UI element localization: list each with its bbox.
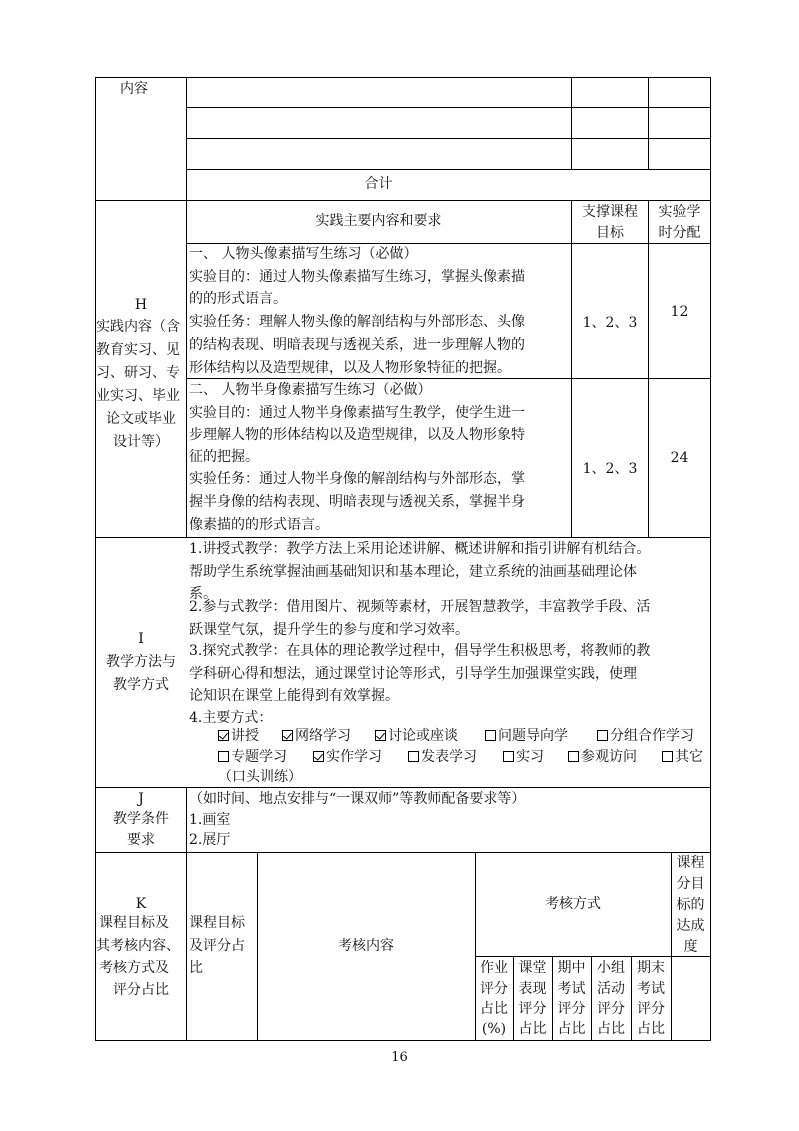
- label-line: 业实习、毕业: [96, 388, 180, 404]
- method-line: 1.讲授式教学：教学方法上采用论述讲解、概述讲解和指引讲解有机结合。: [189, 541, 651, 557]
- method-line: 2.参与式教学：借用图片、视频等素材，开展智慧教学，丰富教学手段、活: [189, 599, 651, 615]
- goal-header: 及评分占: [189, 938, 245, 954]
- assessment-method-header: 考核方式: [545, 896, 601, 912]
- item-line: 实验任务：理解人物头像的解剖结构与外部形态、头像: [189, 314, 525, 330]
- header-line: 评分: [597, 1001, 625, 1017]
- goal-header: 比: [189, 960, 203, 976]
- label-line: 教学方法与: [106, 654, 176, 670]
- header-line: 小组: [597, 960, 625, 976]
- header-line: 度: [683, 939, 698, 955]
- method-line: 论知识在课堂上能得到有效掌握。: [189, 688, 399, 704]
- option-label: 参观访问: [581, 749, 637, 765]
- checkbox-unchecked-icon[interactable]: [597, 730, 608, 741]
- option-discussion[interactable]: [375, 725, 458, 748]
- method-line: 跃课堂气氛，提升学生的参与度和学习效率。: [189, 622, 469, 638]
- section-letter-h: H: [134, 297, 148, 313]
- label-line: 其考核内容、: [96, 938, 180, 954]
- page-number: 16: [391, 1050, 408, 1065]
- item-line: 一、 人物头像素描写生练习（必做）: [189, 246, 418, 262]
- label-line: 课程目标及: [99, 915, 169, 931]
- item-line: 的结构表现、明暗表现与透视关系，进一步理解人物的: [189, 337, 525, 353]
- other-text: （口头训练）: [218, 769, 302, 785]
- item-hours: 24: [670, 450, 689, 466]
- header-line: 占比: [518, 1021, 547, 1037]
- option-label: 问题导向学: [498, 728, 568, 744]
- section-letter-k: K: [135, 896, 147, 912]
- checkbox-checked-icon[interactable]: [313, 751, 324, 762]
- method-line: 系。: [189, 586, 217, 602]
- hours-header: 时分配: [658, 225, 701, 241]
- label-line: 要求: [127, 832, 155, 848]
- checkbox-unchecked-icon[interactable]: [568, 751, 579, 762]
- item-line: 实验目的：通过人物头像素描写生练习，掌握头像素描: [189, 269, 525, 285]
- checkbox-unchecked-icon[interactable]: [503, 751, 514, 762]
- option-label: 讲授: [231, 728, 259, 744]
- header-line: 评分: [518, 1001, 547, 1017]
- option-label: 实习: [516, 749, 544, 765]
- header-line: 考试: [557, 981, 586, 997]
- header-line: 表现: [518, 981, 547, 997]
- item-line: 二、 人物半身像素描写生练习（必做）: [189, 382, 432, 398]
- option-label: 其它: [675, 749, 703, 765]
- item-line: 实验目的：通过人物半身像素描写生教学，使学生进一: [189, 405, 525, 421]
- option-practical[interactable]: [313, 746, 382, 769]
- header-line: 期末: [637, 960, 665, 976]
- header-line: 占比: [597, 1021, 625, 1037]
- item-line: 像素描的的形式语言。: [189, 517, 329, 533]
- header-line: 标的: [676, 897, 705, 913]
- section-letter-j: J: [138, 791, 144, 807]
- item-line: 征的把握。: [189, 449, 259, 465]
- label-line: 教育实习、见: [96, 342, 180, 358]
- label-line: 习、研习、专: [96, 365, 180, 381]
- header-line: 期中: [557, 960, 586, 976]
- support-goal-header: 目标: [596, 225, 624, 241]
- option-label: 专题学习: [231, 749, 287, 765]
- header-line: 作业: [480, 960, 508, 976]
- method-line: 3.探究式教学：在具体的理论教学过程中，倡导学生积极思考，将教师的教: [189, 643, 651, 659]
- header-line: 占比: [637, 1021, 665, 1037]
- option-group-work[interactable]: [597, 725, 694, 748]
- total-label: 合计: [364, 176, 393, 192]
- option-problem-based[interactable]: [485, 725, 568, 748]
- condition-line: （如时间、地点安排与“一课双师”等教师配备要求等）: [189, 791, 526, 807]
- checkbox-checked-icon[interactable]: [375, 730, 386, 741]
- option-lecture[interactable]: [218, 725, 259, 748]
- header-line: 活动: [597, 981, 625, 997]
- checkbox-checked-icon[interactable]: [282, 730, 293, 741]
- option-label: 分组合作学习: [610, 728, 694, 744]
- method-line: 4.主要方式：: [189, 710, 273, 726]
- item-line: 步理解人物的形体结构以及造型规律，以及人物形象特: [189, 427, 525, 443]
- condition-line: 1.画室: [189, 812, 231, 828]
- header-line: 评分: [557, 1001, 586, 1017]
- label-line: 教学条件: [113, 811, 169, 827]
- option-presentation[interactable]: [408, 746, 477, 769]
- label-line: 考核方式及: [99, 960, 169, 976]
- option-label: 发表学习: [421, 749, 477, 765]
- item-line: 实验任务：通过人物半身像的解剖结构与外部形态，掌: [189, 471, 525, 487]
- practice-content-header: 实践主要内容和要求: [315, 213, 442, 229]
- item-hours: 12: [670, 304, 689, 320]
- header-line: 占比: [557, 1021, 586, 1037]
- label-line: 教学方式: [113, 677, 169, 693]
- label-line: 实践内容（含: [96, 319, 180, 335]
- item-line: 的的形式语言。: [189, 291, 287, 307]
- option-label: 实作学习: [326, 749, 382, 765]
- header-line: 课程: [676, 855, 705, 871]
- label-line: 评分占比: [113, 982, 169, 998]
- method-line: 学科研心得和想法，通过课堂讨论等形式，引导学生加强课堂实践，使理: [189, 666, 637, 682]
- header-line: 占比: [480, 1001, 508, 1017]
- content-label: 内容: [120, 81, 148, 97]
- checkbox-unchecked-icon[interactable]: [408, 751, 419, 762]
- checkbox-unchecked-icon[interactable]: [485, 730, 496, 741]
- checkbox-unchecked-icon[interactable]: [218, 751, 229, 762]
- label-line: 论文或毕业: [106, 411, 176, 427]
- assessment-content-header: 考核内容: [338, 938, 394, 954]
- option-internship[interactable]: [503, 746, 544, 769]
- header-line: 分目: [676, 876, 705, 892]
- option-visit[interactable]: [568, 746, 637, 769]
- item-line: 握半身像的结构表现、明暗表现与透视关系，掌握半身: [189, 494, 525, 510]
- support-goal-header: 支撑课程: [582, 204, 638, 220]
- item-support: 1、2、3: [582, 461, 638, 477]
- condition-line: 2.展厅: [189, 832, 231, 848]
- item-support: 1、2、3: [582, 315, 638, 331]
- header-line: 课堂: [518, 960, 547, 976]
- option-label: 讨论或座谈: [388, 728, 458, 744]
- header-line: (%): [481, 1021, 507, 1037]
- header-line: 评分: [637, 1001, 665, 1017]
- item-line: 形体结构以及造型规律，以及人物形象特征的把握。: [189, 360, 511, 376]
- checkbox-checked-icon[interactable]: [218, 730, 229, 741]
- label-line: 设计等）: [113, 434, 169, 450]
- header-line: 达成: [676, 918, 705, 934]
- option-online-learning[interactable]: [282, 725, 351, 748]
- method-line: 帮助学生系统掌握油画基础知识和基本理论，建立系统的油画基础理论体: [189, 564, 637, 580]
- goal-header: 课程目标: [189, 915, 245, 931]
- option-other[interactable]: [662, 746, 703, 769]
- header-line: 评分: [480, 981, 508, 997]
- header-line: 考试: [637, 981, 665, 997]
- hours-header: 实验学: [658, 204, 701, 220]
- checkbox-unchecked-icon[interactable]: [662, 751, 673, 762]
- option-label: 网络学习: [295, 728, 351, 744]
- section-letter-i: I: [138, 631, 144, 647]
